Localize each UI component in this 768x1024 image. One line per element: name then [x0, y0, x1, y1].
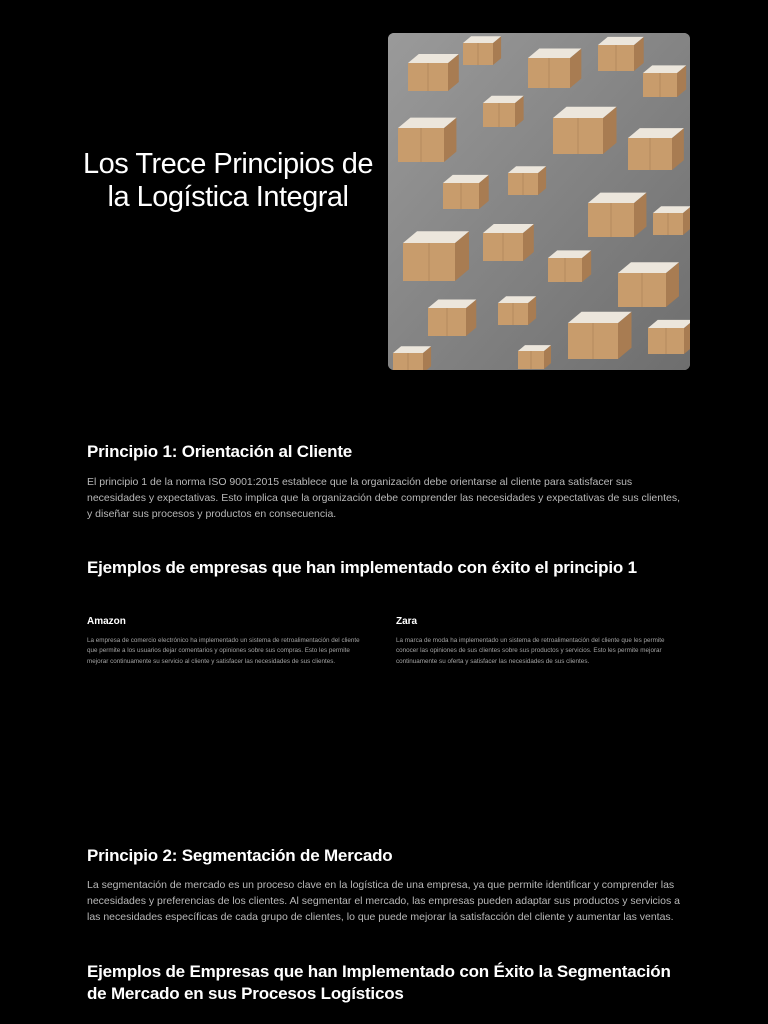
cardboard-box-2	[463, 36, 501, 65]
cardboard-box-17	[618, 262, 679, 307]
cardboard-box-15	[483, 224, 534, 261]
cardboard-box-11	[508, 166, 546, 195]
principle-1-body: El principio 1 de la norma ISO 9001:2015 establece que la organización debe orientarse al cliente para satisfacer sus necesidades y expectativas. Esto implica que la organización debe comprender las necesidades y expectativas de sus clientes, y diseñar sus procesos y productos en consecuencia.	[87, 476, 681, 520]
cardboard-box-13	[653, 206, 690, 235]
cardboard-box-3	[528, 49, 581, 88]
principle-2-heading: Principio 2: Segmentación de Mercado	[87, 846, 393, 865]
company-description-zara: La marca de moda ha implementado un sistema de retroalimentación del cliente que les permite conocer las opiniones de sus clientes sobre sus productos y servicios. Esto les permite mejorar continuamente su oferta y satisfacer las necesidades de sus clientes.	[396, 637, 665, 665]
cardboard-box-6	[398, 118, 456, 162]
principle-1-heading: Principio 1: Orientación al Cliente	[87, 442, 353, 461]
warehouse-boxes-image	[388, 33, 690, 370]
examples-2-heading: Ejemplos de Empresas que han Implementado con Éxito la Segmentación de Mercado en sus Procesos Logísticos	[87, 962, 671, 1003]
cardboard-box-21	[648, 320, 690, 354]
cardboard-box-1	[408, 54, 459, 91]
company-description-amazon: La empresa de comercio electrónico ha implementado un sistema de retroalimentación del cliente que permite a los usuarios dejar comentarios y opiniones sobre sus compras. Esto les permite mejorar continuamente su servicio al cliente y satisfacer las necesidades de sus clientes.	[87, 637, 360, 665]
cardboard-box-12	[588, 193, 646, 237]
cardboard-box-22	[393, 346, 431, 370]
principle-2-body: La segmentación de mercado es un proceso clave en la logística de una empresa, ya que permite identificar y comprender las necesidades y preferencias de los clientes. Al segmentar el mercado, las empresas pueden adaptar sus productos y servicios a las necesidades específicas de cada grupo de clientes, lo que puede mejorar la satisfacción del cliente y aumentar las ventas.	[87, 879, 680, 923]
cardboard-box-19	[498, 296, 536, 325]
cardboard-box-9	[628, 128, 684, 170]
cardboard-box-18	[428, 299, 476, 336]
examples-1-heading: Ejemplos de empresas que han implementado con éxito el principio 1	[87, 558, 637, 577]
cardboard-box-5	[643, 65, 686, 97]
cardboard-box-8	[553, 107, 617, 154]
cardboard-box-14	[403, 231, 469, 281]
company-name-zara: Zara	[396, 616, 418, 627]
cardboard-box-23	[518, 345, 551, 369]
cardboard-box-7	[483, 96, 524, 127]
cardboard-box-4	[598, 37, 644, 71]
cardboard-box-16	[548, 250, 591, 282]
cardboard-box-10	[443, 175, 489, 209]
page-title: Los Trece Principios de la Logística Integral	[83, 148, 373, 213]
cardboard-box-20	[568, 312, 632, 359]
company-name-amazon: Amazon	[87, 616, 126, 627]
